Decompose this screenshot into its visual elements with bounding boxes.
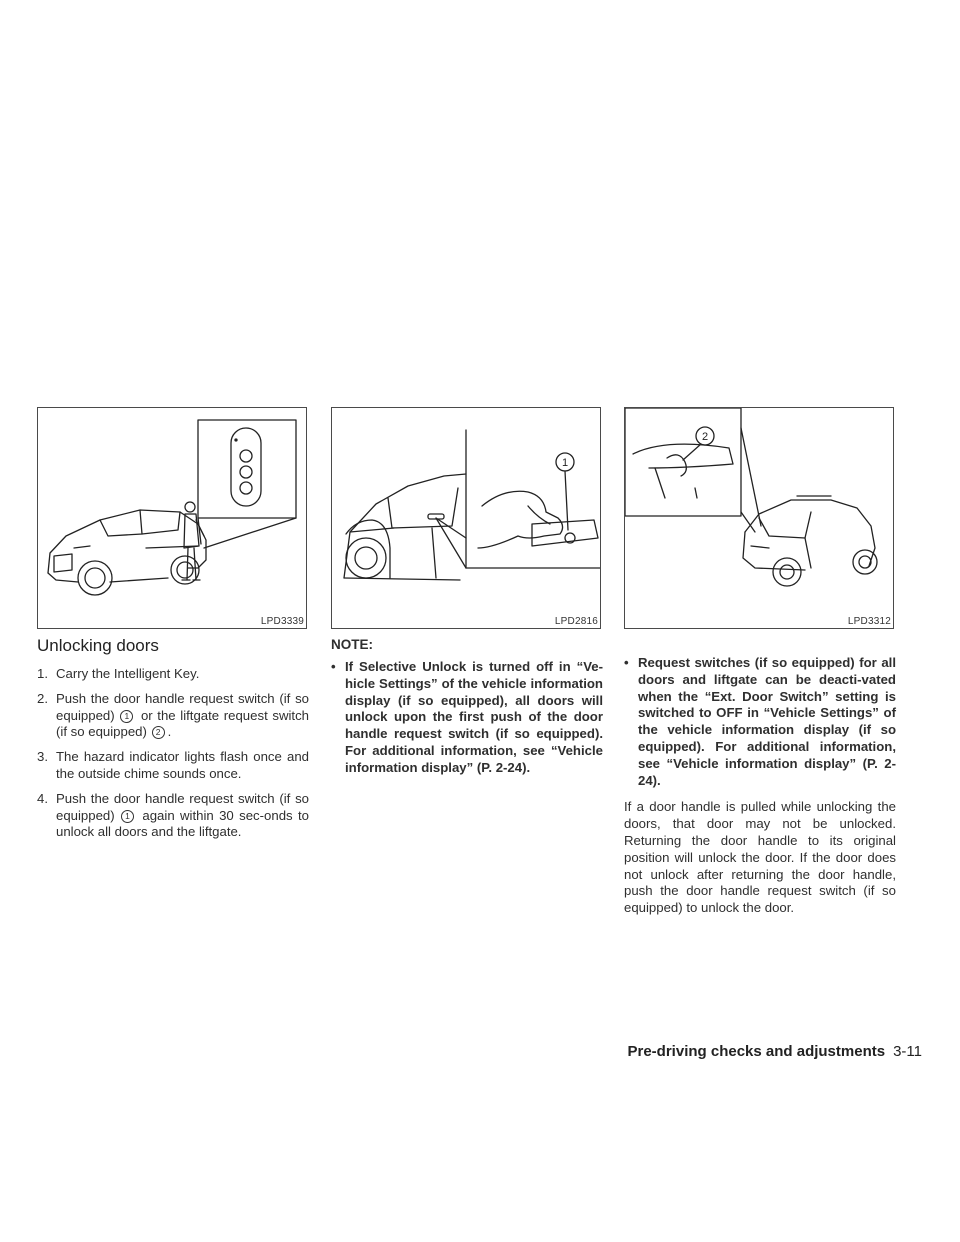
step-number: 4. xyxy=(37,790,48,806)
step-number: 1. xyxy=(37,666,48,681)
step-3 xyxy=(37,749,309,783)
figure-door-handle xyxy=(331,407,601,629)
callout-marker-1: 1 xyxy=(120,710,133,723)
bullet-text: If Selective Unlock is turned off in “Ve-hicle Settings” of the vehicle information display (if so equipped), all doors will unlock upon the first push of the door handle request switch (if so equipped). For additional information, see “Vehicle information display” (P. 2-24). xyxy=(345,659,603,775)
column-unlocking-doors xyxy=(37,636,309,849)
svg-text:1: 1 xyxy=(561,457,569,469)
bullet-mark: • xyxy=(331,659,336,674)
footer-section-title: Pre-driving checks and adjustments xyxy=(627,1043,886,1060)
step-4 xyxy=(37,791,309,841)
step-1 xyxy=(37,666,309,683)
figure-key-fob-suv xyxy=(37,407,307,629)
step-number: 3. xyxy=(37,749,48,765)
column-note xyxy=(331,636,603,787)
illustration-liftgate xyxy=(625,408,894,629)
step-text: Push the door handle request switch (if so equipped) xyxy=(56,790,309,823)
figure-code: LPD3312 xyxy=(847,616,891,627)
step-number: 2. xyxy=(37,690,48,706)
step-text: . xyxy=(167,724,172,740)
bullet-mark: • xyxy=(624,655,629,670)
note-bullet-selective-unlock xyxy=(331,659,603,777)
figure-code: LPD2816 xyxy=(554,616,598,627)
step-text: Carry the Intelligent Key. xyxy=(56,666,200,681)
page-footer xyxy=(628,1043,923,1060)
step-2 xyxy=(37,691,309,741)
bullet-text: Request switches (if so equipped) for all doors and liftgate can be deacti-vated when the “Ext. Door Switch” setting is switched to OFF in “Vehicle Settings” of the vehicle information display (if so equipped). For additional information, see “Vehicle information display” (P. 2-24). xyxy=(638,655,896,788)
illustration-suv-key xyxy=(38,408,307,629)
page-number: 3-11 xyxy=(893,1043,922,1060)
note-title: NOTE: xyxy=(331,637,373,652)
section-title: Unlocking doors xyxy=(37,636,159,655)
figure-code: LPD3339 xyxy=(260,616,304,627)
column-note-continued xyxy=(624,655,896,917)
note-bullet-request-switches xyxy=(624,655,896,789)
callout-marker-1: 1 xyxy=(121,810,134,823)
figure-liftgate-switch xyxy=(624,407,894,629)
step-text: again within 30 sec-onds to unlock all doors and the liftgate. xyxy=(56,807,309,840)
callout-marker-2: 2 xyxy=(152,726,165,739)
svg-text:2: 2 xyxy=(701,431,709,443)
step-text: The hazard indicator lights flash once and the outside chime sounds once. xyxy=(56,749,309,781)
step-text: Push the door handle request switch (if so equipped) xyxy=(56,690,309,723)
step-text: or the liftgate request switch (if so equipped) xyxy=(56,707,310,740)
note-paragraph: If a door handle is pulled while unlocking the doors, that door may not be unlocked. Returning the door handle to its original position will unlock the door. If the door does not unlock after returning the door handle, push the door handle request switch (if so equipped) to unlock the door. xyxy=(624,799,896,916)
illustration-door-handle xyxy=(332,408,601,629)
